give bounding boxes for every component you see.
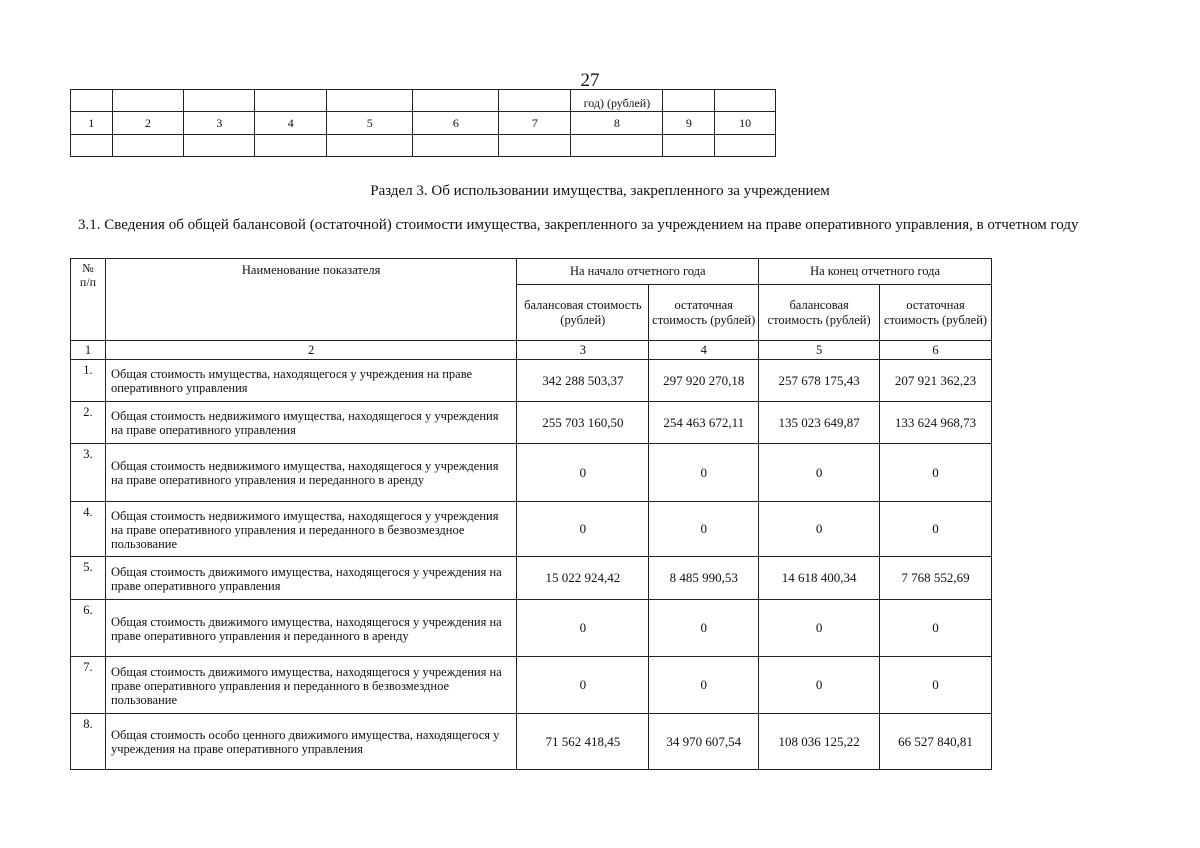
page-number: 27: [580, 70, 600, 91]
header-number: № п/п: [71, 259, 106, 341]
column-number: 10: [715, 112, 776, 135]
row-number: 1.: [71, 360, 106, 402]
row-name: Общая стоимость движимого имущества, находящегося у учреждения на праве оперативного управления: [105, 557, 516, 600]
value-end-balance: 257 678 175,43: [759, 360, 880, 402]
row-number: 2.: [71, 402, 106, 444]
value-start-residual: 0: [649, 657, 759, 714]
table-cell: [499, 135, 571, 157]
header-indicator: Наименование показателя: [105, 259, 516, 341]
table-row: [71, 360, 992, 402]
row-name: Общая стоимость особо ценного движимого имущества, находящегося у учреждения на праве оперативного управления: [105, 714, 516, 770]
value-end-balance: 0: [759, 502, 880, 557]
column-number: 3: [517, 341, 649, 360]
row-number: 8.: [71, 714, 106, 770]
row-number: 7.: [71, 657, 106, 714]
column-number: 4: [649, 341, 759, 360]
value-end-balance: 14 618 400,34: [759, 557, 880, 600]
value-start-balance: 255 703 160,50: [517, 402, 649, 444]
row-number: 5.: [71, 557, 106, 600]
row-number: 4.: [71, 502, 106, 557]
table-cell: [715, 90, 776, 112]
column-number: 5: [759, 341, 880, 360]
table-cell: [499, 90, 571, 112]
value-start-balance: 0: [517, 657, 649, 714]
table-row: [71, 557, 992, 600]
column-number: 8: [571, 112, 663, 135]
table-cell: [715, 135, 776, 157]
value-end-balance: 108 036 125,22: [759, 714, 880, 770]
value-start-balance: 0: [517, 502, 649, 557]
column-number: 6: [880, 341, 992, 360]
value-start-residual: 254 463 672,11: [649, 402, 759, 444]
column-number: 1: [71, 341, 106, 360]
header-end-balance: балансовая стоимость (рублей): [759, 285, 880, 341]
value-end-residual: 133 624 968,73: [880, 402, 992, 444]
table-row: [71, 402, 992, 444]
value-start-balance: 342 288 503,37: [517, 360, 649, 402]
value-start-balance: 0: [517, 444, 649, 502]
value-start-residual: 297 920 270,18: [649, 360, 759, 402]
row-name: Общая стоимость недвижимого имущества, находящегося у учреждения на праве оперативного управления и переданного в аренду: [105, 444, 516, 502]
table-cell: [71, 90, 113, 112]
header-start-residual: остаточная стоимость (рублей): [649, 285, 759, 341]
continued-table: [70, 89, 776, 157]
value-end-balance: 0: [759, 600, 880, 657]
value-start-balance: 15 022 924,42: [517, 557, 649, 600]
row-number: 6.: [71, 600, 106, 657]
column-number: 2: [105, 341, 516, 360]
table-cell: [571, 135, 663, 157]
table-row: [71, 657, 992, 714]
column-number: 6: [413, 112, 499, 135]
table-row: [71, 600, 992, 657]
value-start-balance: 0: [517, 600, 649, 657]
column-number: 3: [184, 112, 255, 135]
table-cell: [71, 135, 113, 157]
header-start-balance: балансовая стоимость (рублей): [517, 285, 649, 341]
value-end-residual: 7 768 552,69: [880, 557, 992, 600]
value-end-balance: 0: [759, 657, 880, 714]
row-number: 3.: [71, 444, 106, 502]
table-cell: [112, 135, 184, 157]
table-row: [71, 502, 992, 557]
table-cell: [184, 135, 255, 157]
value-start-balance: 71 562 418,45: [517, 714, 649, 770]
table-row: [71, 714, 992, 770]
value-end-residual: 0: [880, 657, 992, 714]
table-cell: [327, 135, 413, 157]
table-cell: [663, 90, 715, 112]
value-start-residual: 0: [649, 502, 759, 557]
header-fragment: год) (рублей): [571, 90, 663, 112]
column-number: 4: [255, 112, 327, 135]
table-cell: [255, 90, 327, 112]
value-end-balance: 0: [759, 444, 880, 502]
column-number: 1: [71, 112, 113, 135]
value-start-residual: 8 485 990,53: [649, 557, 759, 600]
row-name: Общая стоимость движимого имущества, находящегося у учреждения на праве оперативного управления и переданного в аренду: [105, 600, 516, 657]
table-cell: [112, 90, 184, 112]
value-end-residual: 0: [880, 502, 992, 557]
table-cell: [413, 90, 499, 112]
value-end-residual: 0: [880, 600, 992, 657]
row-name: Общая стоимость недвижимого имущества, находящегося у учреждения на праве оперативного управления: [105, 402, 516, 444]
column-number: 7: [499, 112, 571, 135]
column-number: 2: [112, 112, 184, 135]
row-name: Общая стоимость движимого имущества, находящегося у учреждения на праве оперативного управления и переданного в безвозмездное пользование: [105, 657, 516, 714]
value-start-residual: 34 970 607,54: [649, 714, 759, 770]
header-start-year: На начало отчетного года: [517, 259, 759, 285]
header-end-year: На конец отчетного года: [759, 259, 992, 285]
table-cell: [327, 90, 413, 112]
table-cell: [413, 135, 499, 157]
value-end-residual: 207 921 362,23: [880, 360, 992, 402]
value-end-residual: 66 527 840,81: [880, 714, 992, 770]
table-cell: [663, 135, 715, 157]
table-row: [71, 444, 992, 502]
table-cell: [184, 90, 255, 112]
value-end-balance: 135 023 649,87: [759, 402, 880, 444]
subsection-title: 3.1. Сведения об общей балансовой (остаточной) стоимости имущества, закрепленного за учреждением на праве оперативного управления, в отчетном году: [78, 217, 1079, 233]
column-number: 5: [327, 112, 413, 135]
value-end-residual: 0: [880, 444, 992, 502]
property-value-table: [70, 258, 992, 770]
value-start-residual: 0: [649, 444, 759, 502]
row-name: Общая стоимость недвижимого имущества, находящегося у учреждения на праве оперативного управления и переданного в безвозмездное пользование: [105, 502, 516, 557]
column-number: 9: [663, 112, 715, 135]
section-title: Раздел 3. Об использовании имущества, закрепленного за учреждением: [370, 183, 830, 199]
row-name: Общая стоимость имущества, находящегося у учреждения на праве оперативного управления: [105, 360, 516, 402]
value-start-residual: 0: [649, 600, 759, 657]
header-end-residual: остаточная стоимость (рублей): [880, 285, 992, 341]
table-cell: [255, 135, 327, 157]
